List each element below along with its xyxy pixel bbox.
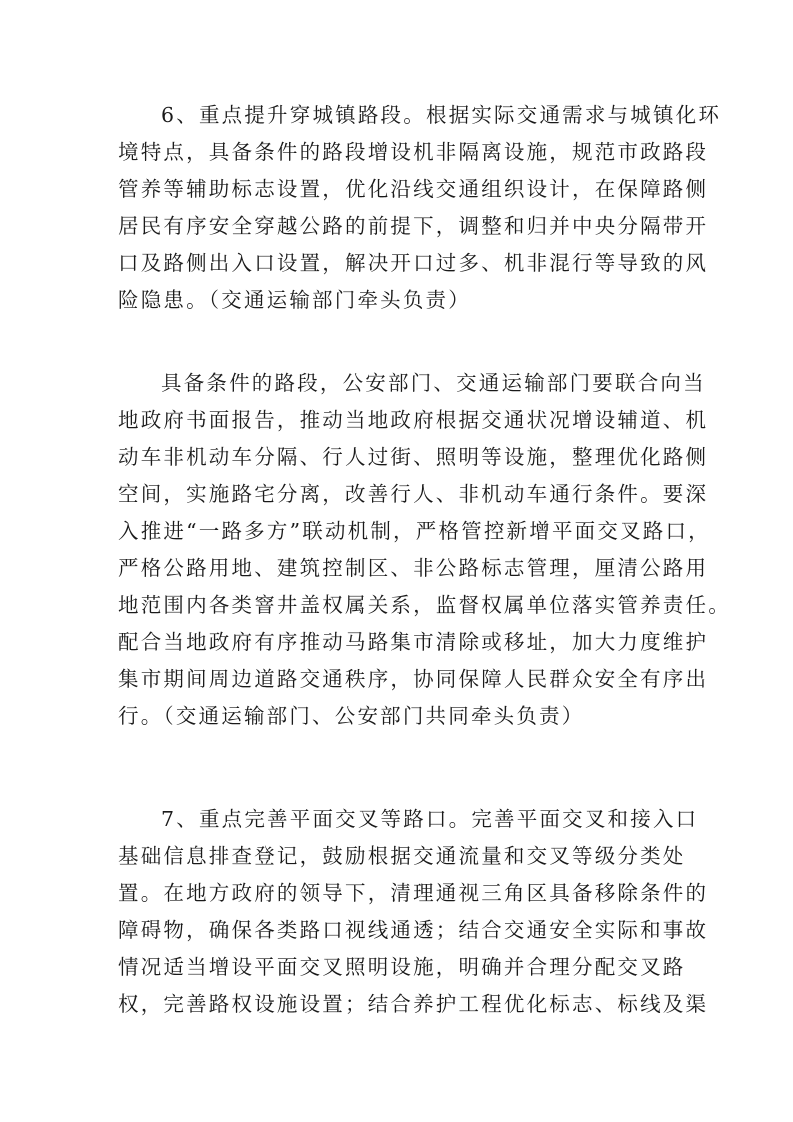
paragraph-line: 险隐患。（交通运输部门牵头负责） [118, 288, 471, 312]
paragraph-line: 基础信息排查登记，鼓励根据交通流量和交叉等级分类处 [118, 844, 686, 868]
paragraph-line: 具备条件的路段，公安部门、交通运输部门要联合向当 [161, 371, 706, 395]
paragraph-line: 境特点，具备条件的路段增设机非隔离设施，规范市政路段 [118, 140, 709, 164]
paragraph-line: 障碍物，确保各类路口视线通透；结合交通安全实际和事故 [118, 918, 709, 942]
paragraph-section-6 [118, 97, 722, 319]
paragraph-line: 严格公路用地、建筑控制区、非公路标志管理，厘清公路用 [118, 556, 709, 580]
paragraph-line: 地政府书面报告，推动当地政府根据交通状况增设辅道、机 [118, 408, 709, 432]
paragraph-line: 入推进“一路多方”联动机制，严格管控新增平面交叉路口， [118, 519, 711, 543]
paragraph-line: 情况适当增设平面交叉照明设施，明确并合理分配交叉路 [118, 955, 686, 979]
paragraph-conditional-roads [118, 365, 731, 735]
paragraph-section-7 [118, 801, 709, 1023]
paragraph-line: 管养等辅助标志设置，优化沿线交通组织设计，在保障路侧 [118, 177, 709, 201]
paragraph-line: 配合当地政府有序推动马路集市清除或移址，加大力度维护 [118, 630, 709, 654]
paragraph-line: 口及路侧出入口设置，解决开口过多、机非混行等导致的风 [118, 251, 709, 275]
paragraph-line: 居民有序安全穿越公路的前提下，调整和归并中央分隔带开 [118, 214, 709, 238]
paragraph-line: 置。在地方政府的领导下，清理通视三角区具备移除条件的 [118, 881, 709, 905]
paragraph-line: 集市期间周边道路交通秩序，协同保障人民群众安全有序出 [118, 667, 709, 691]
paragraph-line: 6、重点提升穿城镇路段。根据实际交通需求与城镇化环 [161, 103, 722, 127]
paragraph-line: 地范围内各类窨井盖权属关系，监督权属单位落实管养责任。 [118, 593, 731, 617]
paragraph-line: 空间，实施路宅分离，改善行人、非机动车通行条件。要深 [118, 482, 709, 506]
paragraph-line: 行。（交通运输部门、公安部门共同牵头负责） [118, 704, 585, 728]
paragraph-line: 权，完善路权设施设置；结合养护工程优化标志、标线及渠 [118, 992, 709, 1016]
paragraph-line: 动车非机动车分隔、行人过街、照明等设施，整理优化路侧 [118, 445, 709, 469]
paragraph-line: 7、重点完善平面交叉等路口。完善平面交叉和接入口 [161, 807, 699, 831]
